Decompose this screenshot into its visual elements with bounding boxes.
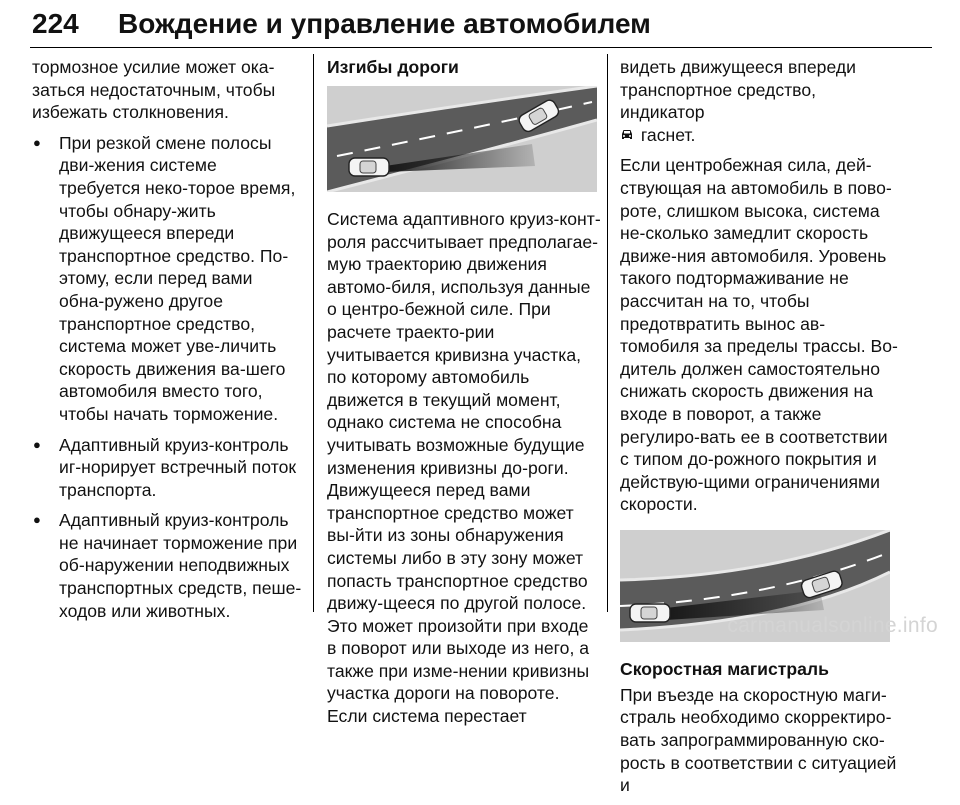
bullet-item: ● Адаптивный круиз-контроль не начинает торможение при об-наружении неподвижных транспортных средств, пеше-ходов или животных. bbox=[32, 509, 302, 622]
bullet-item: ● При резкой смене полосы дви-жения системе требуется неко-торое время, чтобы обнару-жить движущееся впереди транспортное средство. По-этому, если перед вами обна-ружено другое транспортное средство, система может уве-личить скорость движения ва-шего автомобиля вместо того, чтобы начать торможение. bbox=[32, 132, 302, 426]
section-heading-curves: Изгибы дороги bbox=[327, 57, 459, 77]
col3-paragraph-1 bbox=[620, 56, 898, 146]
header-rule bbox=[30, 47, 932, 48]
column-3 bbox=[620, 56, 898, 805]
column-divider bbox=[607, 54, 608, 612]
curve-road-drawing bbox=[327, 86, 597, 192]
bullet-item: ● Адаптивный круиз-контроль иг-норирует встречный поток транспорта. bbox=[32, 434, 302, 502]
col1-intro: тормозное усилие может ока-заться недостаточным, чтобы избежать столкновения. bbox=[32, 57, 276, 123]
col3-paragraph-2: Если центробежная сила, дей-ствующая на автомобиль в пово-роте, слишком высока, система не-сколько замедлит скорость движе-ния автомобиля. Уровень такого подтормаживание не рассчитан на то, чтобы предотвратить вынос ав-томобиля за пределы трассы. Во-дитель должен самостоятельно снижать скорость движения на входе в поворот, а также регулиро-вать ее в соответствии с типом до-рожного покрытия и действую-щими ограничениями скорости. bbox=[620, 155, 898, 515]
page-header bbox=[32, 6, 928, 50]
column-divider bbox=[313, 54, 314, 612]
col3-p1-text: видеть движущееся впереди транспортное средство, индикатор bbox=[620, 57, 856, 123]
curve-illustration bbox=[327, 86, 597, 192]
section-heading-highway: Скоростная магистраль bbox=[620, 658, 829, 679]
col3-paragraph-3: При въезде на скоростную маги-страль необходимо скорректиро-вать запрограммированную ско-рость в соответствии с ситуацией и bbox=[620, 684, 897, 796]
page-number: 224 bbox=[32, 8, 79, 39]
column-2 bbox=[327, 56, 601, 736]
col1-bullet-list bbox=[32, 132, 302, 622]
column-1 bbox=[32, 56, 302, 630]
watermark: carmanualsonline.info bbox=[727, 614, 938, 637]
page-title: Вождение и управление автомобилем bbox=[118, 8, 651, 39]
col3-p1-text-end: гаснет. bbox=[636, 124, 696, 145]
car-front-icon bbox=[620, 128, 634, 142]
col2-body: Система адаптивного круиз-конт-роля рассчитывает предполагае-мую траекторию движения автомо-биля, используя данные о центро-бежной силе. При расчете траекто-рии учитывается кривизна участка, по которому автомобиль движется в текущий момент, однако система не способна учитывать возможные будущие изменения кривизны до-роги. Движущееся перед вами транспортное средство может вы-йти из зоны обнаружения системы либо в эту зону может попасть транспортное средство движу-щееся по другой полосе. Это может произойти при входе в поворот или выходе из него, а также при изме-нении кривизны участка дороги на повороте. Если система перестает bbox=[327, 209, 601, 727]
